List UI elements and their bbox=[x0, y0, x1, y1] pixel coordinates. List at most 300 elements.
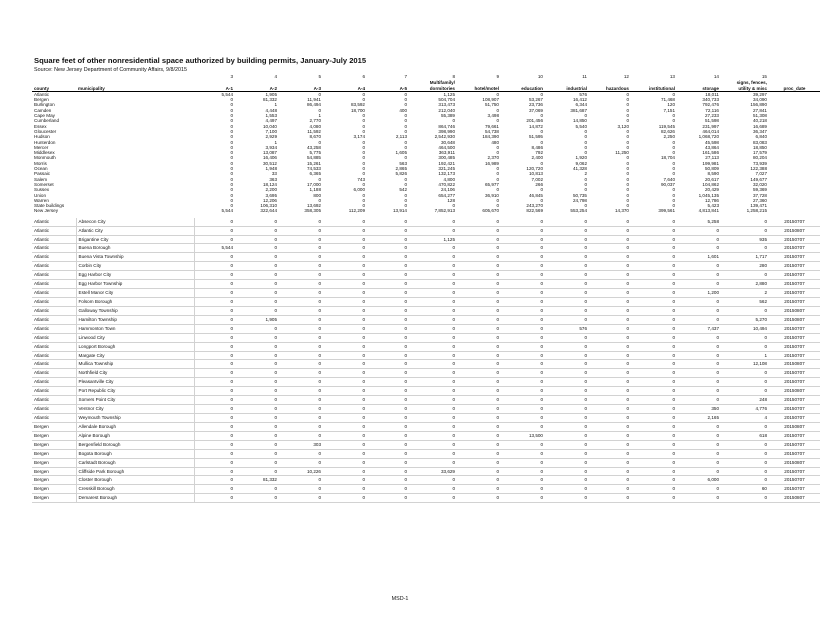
value-cell: 74,533 bbox=[306, 166, 321, 172]
value-cell: 0 bbox=[404, 176, 407, 182]
value-cell: 0 bbox=[368, 235, 410, 244]
value-cell: 46,845 bbox=[528, 192, 543, 198]
value-cell: 0 bbox=[368, 360, 410, 369]
municipality-name: Carlstadt Borough bbox=[76, 458, 194, 467]
value-cell: 16,412 bbox=[572, 97, 587, 103]
value-cell: 10,494 bbox=[722, 324, 770, 333]
value-cell: 4,448 bbox=[265, 107, 277, 113]
value-cell: 0 bbox=[236, 342, 280, 351]
value-cell: 0 bbox=[362, 118, 365, 124]
value-cell: 128 bbox=[447, 197, 455, 203]
value-cell: 0 bbox=[230, 97, 233, 103]
county-name: Cape May bbox=[34, 113, 55, 119]
county-name: Atlantic bbox=[32, 405, 76, 414]
table-row bbox=[32, 476, 820, 485]
value-cell: 0 bbox=[458, 253, 502, 262]
value-cell: 0 bbox=[410, 218, 458, 226]
value-cell: 0 bbox=[236, 324, 280, 333]
value-cell: 0 bbox=[230, 102, 233, 108]
table-row bbox=[32, 315, 820, 324]
value-cell: 340,733 bbox=[702, 97, 719, 103]
value-cell: 0 bbox=[546, 476, 590, 485]
value-cell: 0 bbox=[236, 235, 280, 244]
value-cell: 0 bbox=[368, 271, 410, 280]
value-cell: 0 bbox=[502, 315, 546, 324]
value-cell: 0 bbox=[362, 197, 365, 203]
county-name: Atlantic bbox=[32, 351, 76, 360]
value-cell: 7,151 bbox=[663, 107, 675, 113]
value-cell: 0 bbox=[540, 197, 543, 203]
value-cell: 0 bbox=[502, 226, 546, 235]
header-municipality: municipality bbox=[76, 80, 194, 91]
value-cell: 23,736 bbox=[528, 102, 543, 108]
value-cell: 0 bbox=[368, 369, 410, 378]
value-cell: 0 bbox=[452, 203, 455, 209]
table-row bbox=[32, 289, 820, 298]
proc-date: 20150707 bbox=[770, 218, 820, 226]
value-cell: 0 bbox=[324, 369, 368, 378]
value-cell: 0 bbox=[540, 160, 543, 166]
value-cell: 0 bbox=[458, 342, 502, 351]
value-cell: 0 bbox=[236, 333, 280, 342]
value-cell: 7,437 bbox=[678, 324, 722, 333]
value-cell: 0 bbox=[546, 306, 590, 315]
municipality-name: Allendale Borough bbox=[76, 422, 194, 431]
value-cell: 0 bbox=[678, 396, 722, 405]
proc-date: 20150807 bbox=[770, 387, 820, 396]
value-cell: 504,704 bbox=[438, 97, 455, 103]
value-cell: 0 bbox=[458, 396, 502, 405]
value-cell: 0 bbox=[678, 280, 722, 289]
value-cell: 0 bbox=[502, 494, 546, 503]
value-cell: 0 bbox=[546, 333, 590, 342]
value-cell: 1,553 bbox=[265, 113, 277, 119]
value-cell: 0 bbox=[722, 226, 770, 235]
value-cell: 9,062 bbox=[575, 160, 587, 166]
value-cell: 161,586 bbox=[702, 150, 719, 156]
value-cell: 0 bbox=[324, 298, 368, 307]
value-cell: 0 bbox=[236, 280, 280, 289]
value-cell: 0 bbox=[584, 128, 587, 134]
value-cell: 0 bbox=[632, 324, 678, 333]
header-hazardous: hazardous bbox=[590, 80, 632, 91]
value-cell: 3,174 bbox=[353, 134, 365, 140]
table-row bbox=[32, 333, 820, 342]
value-cell: 822,569 bbox=[526, 208, 543, 214]
value-cell: 0 bbox=[236, 458, 280, 467]
value-cell: 0 bbox=[324, 396, 368, 405]
value-cell: 0 bbox=[590, 431, 632, 440]
value-cell: 0 bbox=[546, 396, 590, 405]
value-cell: 0 bbox=[236, 253, 280, 262]
value-cell: 0 bbox=[368, 324, 410, 333]
value-cell: 792 bbox=[535, 150, 543, 156]
value-cell: 0 bbox=[368, 440, 410, 449]
county-name: Middlesex bbox=[34, 150, 55, 156]
value-cell: 2,400 bbox=[531, 155, 543, 161]
value-cell: 0 bbox=[502, 280, 546, 289]
value-cell: 0 bbox=[230, 160, 233, 166]
value-cell: 0 bbox=[280, 324, 324, 333]
county-name: Atlantic bbox=[32, 226, 76, 235]
value-cell: 0 bbox=[368, 306, 410, 315]
table-row bbox=[32, 226, 820, 235]
value-cell: 39,297 bbox=[752, 91, 767, 97]
value-cell: 0 bbox=[632, 306, 678, 315]
municipality-name: Pleasantville City bbox=[76, 378, 194, 387]
value-cell: 13,692 bbox=[306, 203, 321, 209]
value-cell: 0 bbox=[546, 280, 590, 289]
value-cell: 0 bbox=[632, 467, 678, 476]
value-cell: 0 bbox=[722, 458, 770, 467]
value-cell: 0 bbox=[502, 378, 546, 387]
value-cell: 0 bbox=[678, 440, 722, 449]
value-cell: 0 bbox=[678, 244, 722, 253]
value-cell: 0 bbox=[626, 192, 629, 198]
value-cell: 50,809 bbox=[704, 166, 719, 172]
value-cell: 0 bbox=[590, 324, 632, 333]
value-cell: 0 bbox=[410, 485, 458, 494]
value-cell: 0 bbox=[678, 458, 722, 467]
value-cell: 0 bbox=[632, 414, 678, 423]
value-cell: 303 bbox=[280, 440, 324, 449]
value-cell: 0 bbox=[546, 387, 590, 396]
value-cell: 0 bbox=[502, 458, 546, 467]
value-cell: 0 bbox=[458, 431, 502, 440]
value-cell: 0 bbox=[678, 467, 722, 476]
value-cell: 0 bbox=[546, 262, 590, 271]
value-cell: 0 bbox=[546, 369, 590, 378]
value-cell: 0 bbox=[458, 324, 502, 333]
value-cell: 0 bbox=[194, 422, 236, 431]
value-cell: 0 bbox=[368, 414, 410, 423]
value-cell: 1 bbox=[274, 102, 277, 108]
value-cell: 0 bbox=[324, 306, 368, 315]
value-cell: 248 bbox=[722, 396, 770, 405]
value-cell: 0 bbox=[410, 494, 458, 503]
value-cell: 7,002 bbox=[531, 176, 543, 182]
value-cell: 27,113 bbox=[705, 155, 719, 161]
proc-date: 20150707 bbox=[770, 476, 820, 485]
value-cell: 65,977 bbox=[484, 181, 499, 187]
value-cell: 0 bbox=[590, 422, 632, 431]
value-cell: 0 bbox=[546, 422, 590, 431]
value-cell: 363 bbox=[269, 176, 277, 182]
value-cell: 0 bbox=[368, 298, 410, 307]
value-cell: 542 bbox=[399, 187, 407, 193]
value-cell: 45,598 bbox=[704, 139, 719, 145]
value-cell: 33,629 bbox=[410, 467, 458, 476]
value-cell: 0 bbox=[452, 118, 455, 124]
county-name: Somerset bbox=[34, 181, 54, 187]
county-name: Cumberland bbox=[34, 118, 60, 124]
county-name: Atlantic bbox=[32, 360, 76, 369]
county-name: Warren bbox=[34, 197, 49, 203]
value-cell: 1 bbox=[318, 113, 321, 119]
value-cell: 935 bbox=[722, 235, 770, 244]
header-a2: A-2 bbox=[236, 80, 280, 91]
header-storage: storage bbox=[678, 80, 722, 91]
value-cell: 0 bbox=[194, 253, 236, 262]
county-summary bbox=[32, 91, 820, 213]
value-cell: 55,389 bbox=[440, 113, 455, 119]
value-cell: 0 bbox=[236, 244, 280, 253]
table-row bbox=[32, 494, 820, 503]
value-cell: 470,822 bbox=[438, 181, 455, 187]
value-cell: 0 bbox=[590, 467, 632, 476]
value-cell: 231,997 bbox=[702, 123, 719, 129]
county-name: Atlantic bbox=[32, 342, 76, 351]
proc-date: 20150707 bbox=[770, 298, 820, 307]
value-cell: 0 bbox=[280, 244, 324, 253]
value-cell: 0 bbox=[502, 360, 546, 369]
value-cell: 0 bbox=[632, 333, 678, 342]
value-cell: 1,905 bbox=[236, 315, 280, 324]
table-row bbox=[32, 342, 820, 351]
value-cell: 0 bbox=[678, 422, 722, 431]
value-cell: 0 bbox=[280, 298, 324, 307]
municipality-name: Galloway Township bbox=[76, 306, 194, 315]
county-name: Atlantic bbox=[32, 280, 76, 289]
value-cell: 0 bbox=[678, 378, 722, 387]
value-cell: 0 bbox=[410, 422, 458, 431]
value-cell: 0 bbox=[280, 306, 324, 315]
value-cell: 3,934 bbox=[265, 144, 277, 150]
value-cell: 0 bbox=[632, 298, 678, 307]
value-cell: 0 bbox=[458, 333, 502, 342]
value-cell: 4,800 bbox=[443, 176, 455, 182]
municipality-name: Somers Point City bbox=[76, 396, 194, 405]
data-table bbox=[32, 74, 820, 503]
value-cell: 0 bbox=[590, 378, 632, 387]
value-cell: 0 bbox=[540, 187, 543, 193]
value-cell: 0 bbox=[722, 306, 770, 315]
county-name: Hunterdon bbox=[34, 139, 56, 145]
proc-date: 20150807 bbox=[770, 360, 820, 369]
value-cell: 5,544 bbox=[221, 91, 233, 97]
value-cell: 0 bbox=[458, 244, 502, 253]
value-cell: 0 bbox=[236, 414, 280, 423]
value-cell: 0 bbox=[626, 134, 629, 140]
proc-date: 20150707 bbox=[770, 431, 820, 440]
value-cell: 0 bbox=[194, 289, 236, 298]
value-cell: 1,601 bbox=[678, 253, 722, 262]
value-cell: 0 bbox=[230, 107, 233, 113]
table-row bbox=[32, 262, 820, 271]
value-cell: 1,920 bbox=[575, 155, 587, 161]
value-cell: 0 bbox=[194, 440, 236, 449]
value-cell: 0 bbox=[678, 226, 722, 235]
value-cell: 0 bbox=[678, 431, 722, 440]
value-cell: 300,485 bbox=[438, 155, 455, 161]
value-cell: 72,116 bbox=[705, 107, 719, 113]
value-cell: 0 bbox=[404, 113, 407, 119]
value-cell: 864,746 bbox=[438, 123, 455, 129]
value-cell: 0 bbox=[546, 289, 590, 298]
value-cell: 14,850 bbox=[572, 118, 587, 124]
table-row bbox=[32, 422, 820, 431]
value-cell: 27,233 bbox=[704, 113, 719, 119]
column-number: 6 bbox=[362, 74, 365, 79]
value-cell: 73,939 bbox=[752, 160, 767, 166]
value-cell: 0 bbox=[410, 476, 458, 485]
value-cell: 0 bbox=[458, 467, 502, 476]
value-cell: 313,473 bbox=[438, 102, 455, 108]
value-cell: 0 bbox=[236, 440, 280, 449]
value-cell: 2,929 bbox=[265, 134, 277, 140]
value-cell: 0 bbox=[546, 235, 590, 244]
value-cell: 0 bbox=[280, 315, 324, 324]
value-cell: 0 bbox=[230, 181, 233, 187]
value-cell: 0 bbox=[324, 449, 368, 458]
value-cell: 0 bbox=[632, 360, 678, 369]
value-cell: 0 bbox=[404, 91, 407, 97]
value-cell: 27,841 bbox=[752, 107, 767, 113]
value-cell: 0 bbox=[404, 155, 407, 161]
value-cell: 71,468 bbox=[660, 97, 675, 103]
header-a3: A-3 bbox=[280, 80, 324, 91]
header-multifamily: Multifamily/ dormitories bbox=[410, 80, 458, 91]
county-name: Essex bbox=[34, 123, 47, 129]
value-cell: 0 bbox=[678, 449, 722, 458]
value-cell: 0 bbox=[632, 351, 678, 360]
value-cell: 24,106 bbox=[440, 187, 455, 193]
value-cell: 0 bbox=[280, 387, 324, 396]
value-cell: 51,308 bbox=[752, 113, 767, 119]
value-cell: 90,037 bbox=[660, 181, 675, 187]
value-cell: 43,864 bbox=[704, 144, 719, 150]
value-cell: 108,907 bbox=[482, 97, 499, 103]
value-cell: 0 bbox=[362, 171, 365, 177]
value-cell: 0 bbox=[502, 422, 546, 431]
value-cell: 0 bbox=[410, 244, 458, 253]
proc-date: 20150707 bbox=[770, 396, 820, 405]
value-cell: 5,270 bbox=[722, 315, 770, 324]
value-cell: 7,852,913 bbox=[434, 208, 455, 214]
value-cell: 59,369 bbox=[752, 187, 767, 193]
value-cell: 0 bbox=[590, 360, 632, 369]
county-name: Bergen bbox=[32, 440, 76, 449]
value-cell: 0 bbox=[230, 203, 233, 209]
value-cell: 0 bbox=[368, 494, 410, 503]
value-cell: 0 bbox=[590, 306, 632, 315]
table-row bbox=[32, 396, 820, 405]
value-cell: 1,125 bbox=[443, 91, 455, 97]
value-cell: 192,421 bbox=[438, 160, 455, 166]
value-cell: 0 bbox=[540, 139, 543, 145]
value-cell: 0 bbox=[194, 405, 236, 414]
value-cell: 2,250 bbox=[663, 134, 675, 140]
value-cell: 10,226 bbox=[280, 467, 324, 476]
value-cell: 0 bbox=[410, 431, 458, 440]
value-cell: 0 bbox=[324, 431, 368, 440]
county-name: State buildings bbox=[34, 203, 65, 209]
value-cell: 0 bbox=[590, 298, 632, 307]
value-cell: 0 bbox=[590, 387, 632, 396]
value-cell: 0 bbox=[458, 414, 502, 423]
value-cell: 6,000 bbox=[678, 476, 722, 485]
value-cell: 1 bbox=[274, 139, 277, 145]
municipality-name: Cliffside Park Borough bbox=[76, 467, 194, 476]
value-cell: 0 bbox=[546, 271, 590, 280]
value-cell: 0 bbox=[632, 396, 678, 405]
value-cell: 0 bbox=[368, 458, 410, 467]
value-cell: 0 bbox=[458, 369, 502, 378]
value-cell: 0 bbox=[502, 440, 546, 449]
value-cell: 0 bbox=[632, 262, 678, 271]
municipality-name: Ventnor City bbox=[76, 405, 194, 414]
value-cell: 0 bbox=[590, 253, 632, 262]
value-cell: 0 bbox=[546, 458, 590, 467]
value-cell: 0 bbox=[590, 289, 632, 298]
value-cell: 0 bbox=[626, 155, 629, 161]
value-cell: 81,332 bbox=[262, 97, 277, 103]
value-cell: 0 bbox=[632, 431, 678, 440]
value-cell: 0 bbox=[404, 97, 407, 103]
value-cell: 0 bbox=[678, 387, 722, 396]
value-cell: 0 bbox=[672, 187, 675, 193]
value-cell: 0 bbox=[324, 289, 368, 298]
county-name: Bergen bbox=[32, 431, 76, 440]
value-cell: 0 bbox=[722, 467, 770, 476]
value-cell: 0 bbox=[458, 351, 502, 360]
proc-date: 20150807 bbox=[770, 306, 820, 315]
value-cell: 212,040 bbox=[438, 107, 455, 113]
value-cell: 0 bbox=[324, 271, 368, 280]
value-cell: 112,209 bbox=[348, 208, 365, 214]
value-cell: 0 bbox=[626, 118, 629, 124]
value-cell: 0 bbox=[672, 118, 675, 124]
value-cell: 0 bbox=[632, 440, 678, 449]
value-cell: 0 bbox=[324, 405, 368, 414]
value-cell: 0 bbox=[230, 123, 233, 129]
proc-date: 20150807 bbox=[770, 494, 820, 503]
value-cell: 381,687 bbox=[570, 107, 587, 113]
value-cell: 618 bbox=[722, 431, 770, 440]
value-cell: 0 bbox=[458, 476, 502, 485]
value-cell: 0 bbox=[236, 289, 280, 298]
value-cell: 0 bbox=[502, 324, 546, 333]
value-cell: 1,068,720 bbox=[698, 134, 719, 140]
value-cell: 0 bbox=[368, 315, 410, 324]
value-cell: 16,689 bbox=[752, 123, 767, 129]
value-cell: 0 bbox=[194, 494, 236, 503]
value-cell: 20,429 bbox=[704, 187, 719, 193]
value-cell: 199,981 bbox=[702, 160, 719, 166]
value-cell: 0 bbox=[626, 139, 629, 145]
table-row bbox=[32, 369, 820, 378]
value-cell: 0 bbox=[230, 197, 233, 203]
value-cell: 0 bbox=[590, 405, 632, 414]
value-cell: 0 bbox=[632, 226, 678, 235]
value-cell: 0 bbox=[626, 181, 629, 187]
value-cell: 0 bbox=[362, 166, 365, 172]
value-cell: 0 bbox=[280, 271, 324, 280]
column-number: 5 bbox=[318, 74, 321, 79]
value-cell: 0 bbox=[404, 102, 407, 108]
value-cell: 0 bbox=[626, 128, 629, 134]
value-cell: 0 bbox=[280, 422, 324, 431]
value-cell: 0 bbox=[584, 113, 587, 119]
value-cell: 0 bbox=[590, 271, 632, 280]
value-cell: 2,113 bbox=[395, 134, 407, 140]
value-cell: 0 bbox=[368, 226, 410, 235]
county-name: Mercer bbox=[34, 144, 49, 150]
value-cell: 0 bbox=[194, 458, 236, 467]
value-cell: 11,250 bbox=[615, 150, 629, 156]
table-row bbox=[32, 405, 820, 414]
table-row bbox=[32, 414, 820, 423]
